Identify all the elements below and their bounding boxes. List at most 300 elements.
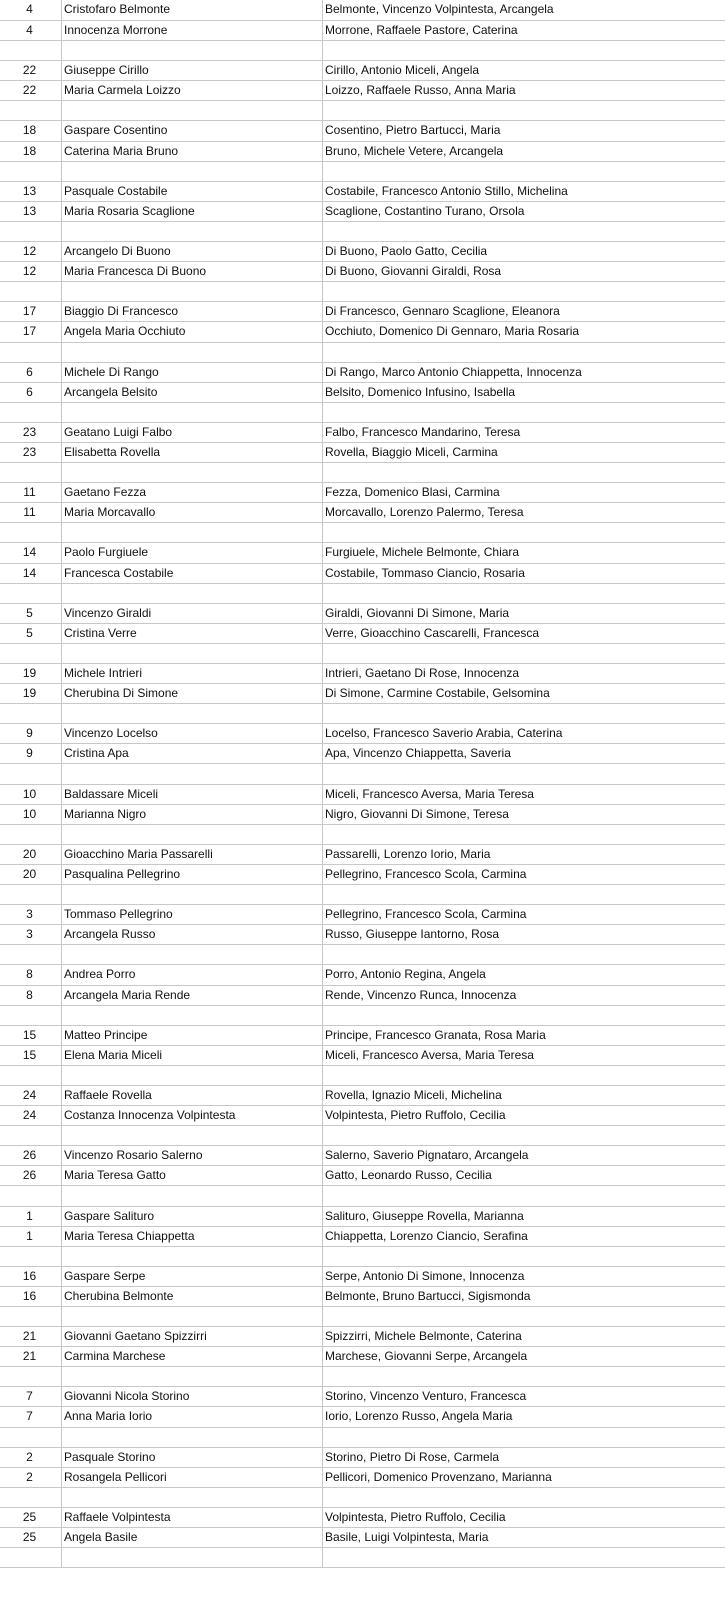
cell-name[interactable] bbox=[62, 101, 323, 120]
cell-name[interactable]: Arcangela Belsito bbox=[62, 383, 323, 402]
cell-parents[interactable]: Cosentino, Pietro Bartucci, Maria bbox=[325, 123, 501, 138]
cell-number[interactable]: 2 bbox=[0, 1468, 62, 1487]
cell-name[interactable] bbox=[62, 704, 323, 723]
cell-number[interactable] bbox=[0, 885, 62, 904]
cell-name[interactable]: Paolo Furgiuele bbox=[62, 543, 323, 562]
cell-name[interactable]: Rosangela Pellicori bbox=[62, 1468, 323, 1487]
cell-name[interactable]: Vincenzo Rosario Salerno bbox=[62, 1146, 323, 1165]
table-row bbox=[0, 865, 725, 885]
cell-parents[interactable]: Miceli, Francesco Aversa, Maria Teresa bbox=[325, 1047, 534, 1062]
cell-number[interactable]: 25 bbox=[0, 1508, 62, 1527]
cell-parents[interactable]: Di Buono, Paolo Gatto, Cecilia bbox=[325, 244, 488, 259]
cell-number[interactable]: 3 bbox=[0, 905, 62, 924]
empty-row bbox=[0, 1428, 725, 1448]
table-row bbox=[0, 21, 725, 41]
cell-name[interactable] bbox=[62, 584, 323, 603]
empty-row bbox=[0, 1006, 725, 1026]
cell-name[interactable] bbox=[62, 162, 323, 181]
table-row bbox=[0, 1106, 725, 1126]
cell-number[interactable]: 20 bbox=[0, 845, 62, 864]
empty-row bbox=[0, 343, 725, 363]
table-row bbox=[0, 724, 725, 744]
cell-parents[interactable] bbox=[323, 1367, 725, 1386]
cell-number[interactable]: 1 bbox=[0, 1207, 62, 1226]
empty-row bbox=[0, 1066, 725, 1086]
cell-number[interactable]: 21 bbox=[0, 1347, 62, 1366]
cell-number[interactable]: 19 bbox=[0, 664, 62, 683]
cell-parents[interactable]: Passarelli, Lorenzo Iorio, Maria bbox=[325, 846, 491, 861]
cell-name[interactable]: Maria Francesca Di Buono bbox=[62, 262, 323, 281]
cell-name[interactable]: Cristina Apa bbox=[62, 744, 323, 763]
cell-name[interactable] bbox=[62, 1307, 323, 1326]
cell-parents[interactable]: Rende, Vincenzo Runca, Innocenza bbox=[325, 987, 517, 1002]
cell-parents[interactable] bbox=[323, 222, 725, 241]
cell-number[interactable]: 17 bbox=[0, 322, 62, 341]
cell-name[interactable]: Maria Morcavallo bbox=[62, 503, 323, 522]
cell-number[interactable] bbox=[0, 1428, 62, 1447]
cell-number[interactable]: 4 bbox=[0, 21, 62, 40]
cell-parents[interactable]: Di Francesco, Gennaro Scaglione, Eleanora bbox=[325, 304, 560, 319]
table-row bbox=[0, 1046, 725, 1066]
cell-name[interactable]: Francesca Costabile bbox=[62, 564, 323, 583]
cell-name[interactable] bbox=[62, 885, 323, 904]
cell-parents[interactable]: Verre, Gioacchino Cascarelli, Francesca bbox=[325, 625, 540, 640]
table-row bbox=[0, 1086, 725, 1106]
table-row bbox=[0, 1528, 725, 1548]
cell-number[interactable]: 18 bbox=[0, 142, 62, 161]
empty-row bbox=[0, 101, 725, 121]
cell-number[interactable]: 6 bbox=[0, 383, 62, 402]
table-row bbox=[0, 986, 725, 1006]
empty-row bbox=[0, 523, 725, 543]
table-row bbox=[0, 1227, 725, 1247]
cell-name[interactable]: Michele Di Rango bbox=[62, 363, 323, 382]
cell-number[interactable]: 13 bbox=[0, 202, 62, 221]
table-row bbox=[0, 483, 725, 503]
cell-parents[interactable]: Costabile, Francesco Antonio Stillo, Michelina bbox=[325, 183, 568, 198]
cell-number[interactable] bbox=[0, 1126, 62, 1145]
cell-name[interactable]: Gaspare Salituro bbox=[62, 1207, 323, 1226]
table-row bbox=[0, 443, 725, 463]
cell-name[interactable]: Pasquale Costabile bbox=[62, 182, 323, 201]
cell-parents[interactable]: Spizzirri, Michele Belmonte, Caterina bbox=[325, 1329, 522, 1344]
cell-name[interactable]: Raffaele Volpintesta bbox=[62, 1508, 323, 1527]
cell-name[interactable]: Angela Maria Occhiuto bbox=[62, 322, 323, 341]
cell-number[interactable] bbox=[0, 1006, 62, 1025]
cell-number[interactable] bbox=[0, 101, 62, 120]
table-row bbox=[0, 363, 725, 383]
cell-number[interactable] bbox=[0, 463, 62, 482]
cell-parents[interactable]: Principe, Francesco Granata, Rosa Maria bbox=[325, 1027, 546, 1042]
cell-name[interactable]: Caterina Maria Bruno bbox=[62, 142, 323, 161]
cell-name[interactable]: Vincenzo Locelso bbox=[62, 724, 323, 743]
cell-number[interactable]: 19 bbox=[0, 684, 62, 703]
empty-row bbox=[0, 584, 725, 604]
cell-parents[interactable]: Salerno, Saverio Pignataro, Arcangela bbox=[325, 1148, 529, 1163]
cell-parents[interactable]: Di Simone, Carmine Costabile, Gelsomina bbox=[325, 686, 550, 701]
cell-parents[interactable]: Loizzo, Raffaele Russo, Anna Maria bbox=[325, 83, 516, 98]
cell-parents[interactable]: Nigro, Giovanni Di Simone, Teresa bbox=[325, 806, 509, 821]
table-row bbox=[0, 684, 725, 704]
cell-parents[interactable]: Intrieri, Gaetano Di Rose, Innocenza bbox=[325, 666, 520, 680]
cell-number[interactable] bbox=[0, 1548, 62, 1567]
cell-name[interactable]: Marianna Nigro bbox=[62, 805, 323, 824]
cell-name[interactable] bbox=[62, 1428, 323, 1447]
empty-row bbox=[0, 1367, 725, 1387]
empty-row bbox=[0, 282, 725, 302]
table-row bbox=[0, 121, 725, 141]
cell-parents[interactable]: Salituro, Giuseppe Rovella, Marianna bbox=[325, 1208, 524, 1223]
cell-parents[interactable]: Apa, Vincenzo Chiappetta, Saveria bbox=[325, 746, 511, 761]
cell-number[interactable] bbox=[0, 162, 62, 181]
cell-parents[interactable]: Morrone, Raffaele Pastore, Caterina bbox=[325, 23, 518, 37]
empty-row bbox=[0, 644, 725, 664]
cell-name[interactable] bbox=[62, 945, 323, 964]
cell-name[interactable] bbox=[62, 1367, 323, 1386]
cell-number[interactable]: 23 bbox=[0, 443, 62, 462]
cell-name[interactable]: Cristina Verre bbox=[62, 624, 323, 643]
cell-name[interactable]: Elena Maria Miceli bbox=[62, 1046, 323, 1065]
cell-parents[interactable]: Morcavallo, Lorenzo Palermo, Teresa bbox=[325, 505, 524, 520]
cell-number[interactable]: 25 bbox=[0, 1528, 62, 1547]
cell-parents[interactable] bbox=[323, 1247, 725, 1266]
cell-parents[interactable] bbox=[323, 1428, 725, 1447]
cell-name[interactable]: Baldassare Miceli bbox=[62, 785, 323, 804]
cell-name[interactable]: Biaggio Di Francesco bbox=[62, 302, 323, 321]
cell-parents[interactable] bbox=[323, 644, 725, 663]
cell-name[interactable]: Gioacchino Maria Passarelli bbox=[62, 845, 323, 864]
cell-number[interactable]: 6 bbox=[0, 363, 62, 382]
cell-name[interactable] bbox=[62, 1548, 323, 1567]
cell-name[interactable]: Maria Carmela Loizzo bbox=[62, 81, 323, 100]
cell-parents[interactable]: Cirillo, Antonio Miceli, Angela bbox=[325, 63, 480, 78]
cell-number[interactable] bbox=[0, 41, 62, 60]
cell-number[interactable] bbox=[0, 1186, 62, 1205]
cell-number[interactable]: 1 bbox=[0, 1227, 62, 1246]
cell-number[interactable]: 3 bbox=[0, 925, 62, 944]
cell-number[interactable]: 9 bbox=[0, 744, 62, 763]
cell-name[interactable] bbox=[62, 1066, 323, 1085]
cell-name[interactable]: Anna Maria Iorio bbox=[62, 1407, 323, 1426]
cell-parents[interactable] bbox=[323, 764, 725, 783]
cell-name[interactable]: Gaspare Cosentino bbox=[62, 121, 323, 140]
cell-parents[interactable] bbox=[323, 584, 725, 603]
table-row bbox=[0, 61, 725, 81]
cell-number[interactable]: 24 bbox=[0, 1086, 62, 1105]
cell-parents[interactable]: Basile, Luigi Volpintesta, Maria bbox=[325, 1530, 489, 1545]
cell-name[interactable]: Angela Basile bbox=[62, 1528, 323, 1547]
cell-number[interactable] bbox=[0, 1247, 62, 1266]
cell-parents[interactable]: Pellicori, Domenico Provenzano, Marianna bbox=[325, 1469, 552, 1484]
cell-number[interactable]: 16 bbox=[0, 1267, 62, 1286]
cell-number[interactable]: 15 bbox=[0, 1026, 62, 1045]
cell-number[interactable]: 16 bbox=[0, 1287, 62, 1306]
cell-parents[interactable]: Pellegrino, Francesco Scola, Carmina bbox=[325, 907, 527, 922]
table-row bbox=[0, 785, 725, 805]
cell-name[interactable] bbox=[62, 463, 323, 482]
cell-parents[interactable]: Storino, Vincenzo Venturo, Francesca bbox=[325, 1389, 527, 1404]
cell-parents[interactable]: Belmonte, Bruno Bartucci, Sigismonda bbox=[325, 1288, 531, 1303]
empty-row bbox=[0, 1548, 725, 1568]
table-row bbox=[0, 604, 725, 624]
cell-parents[interactable] bbox=[323, 885, 725, 904]
table-row bbox=[0, 845, 725, 865]
cell-parents[interactable]: Volpintesta, Pietro Ruffolo, Cecilia bbox=[325, 1108, 506, 1123]
cell-parents[interactable] bbox=[323, 403, 725, 422]
cell-name[interactable]: Giovanni Nicola Storino bbox=[62, 1387, 323, 1406]
cell-number[interactable]: 10 bbox=[0, 785, 62, 804]
cell-name[interactable] bbox=[62, 1247, 323, 1266]
cell-parents[interactable]: Falbo, Francesco Mandarino, Teresa bbox=[325, 424, 521, 439]
cell-parents[interactable] bbox=[323, 162, 725, 181]
cell-parents[interactable]: Occhiuto, Domenico Di Gennaro, Maria Rosaria bbox=[325, 324, 580, 339]
cell-parents[interactable] bbox=[323, 343, 725, 362]
cell-name[interactable]: Pasquale Storino bbox=[62, 1448, 323, 1467]
table-row bbox=[0, 1146, 725, 1166]
cell-number[interactable]: 7 bbox=[0, 1387, 62, 1406]
cell-number[interactable]: 15 bbox=[0, 1046, 62, 1065]
cell-name[interactable]: Elisabetta Rovella bbox=[62, 443, 323, 462]
table-row bbox=[0, 1166, 725, 1186]
cell-name[interactable] bbox=[62, 644, 323, 663]
empty-row bbox=[0, 885, 725, 905]
cell-name[interactable]: Cherubina Belmonte bbox=[62, 1287, 323, 1306]
cell-number[interactable]: 4 bbox=[0, 0, 62, 20]
empty-row bbox=[0, 162, 725, 182]
cell-name[interactable]: Giovanni Gaetano Spizzirri bbox=[62, 1327, 323, 1346]
cell-parents[interactable] bbox=[323, 1488, 725, 1507]
table-row bbox=[0, 503, 725, 523]
table-row bbox=[0, 182, 725, 202]
cell-name[interactable]: Carmina Marchese bbox=[62, 1347, 323, 1366]
cell-name[interactable] bbox=[62, 343, 323, 362]
table-row bbox=[0, 1267, 725, 1287]
table-row bbox=[0, 322, 725, 342]
empty-row bbox=[0, 463, 725, 483]
cell-number[interactable] bbox=[0, 704, 62, 723]
cell-parents[interactable]: Giraldi, Giovanni Di Simone, Maria bbox=[325, 605, 510, 620]
cell-parents[interactable] bbox=[323, 945, 725, 964]
cell-name[interactable] bbox=[62, 41, 323, 60]
cell-name[interactable] bbox=[62, 1186, 323, 1205]
cell-parents[interactable]: Furgiuele, Michele Belmonte, Chiara bbox=[325, 545, 520, 560]
cell-number[interactable]: 8 bbox=[0, 965, 62, 984]
cell-number[interactable] bbox=[0, 1307, 62, 1326]
cell-number[interactable]: 24 bbox=[0, 1106, 62, 1125]
empty-row bbox=[0, 1186, 725, 1206]
cell-number[interactable]: 22 bbox=[0, 61, 62, 80]
cell-parents[interactable]: Fezza, Domenico Blasi, Carmina bbox=[325, 485, 500, 500]
cell-number[interactable]: 9 bbox=[0, 724, 62, 743]
cell-number[interactable]: 13 bbox=[0, 182, 62, 201]
cell-name[interactable]: Pasqualina Pellegrino bbox=[62, 865, 323, 884]
cell-number[interactable] bbox=[0, 1367, 62, 1386]
cell-parents[interactable]: Rovella, Ignazio Miceli, Michelina bbox=[325, 1087, 502, 1102]
cell-number[interactable]: 23 bbox=[0, 423, 62, 442]
cell-number[interactable] bbox=[0, 584, 62, 603]
cell-parents[interactable] bbox=[323, 1066, 725, 1085]
table-row bbox=[0, 564, 725, 584]
empty-row bbox=[0, 403, 725, 423]
cell-parents[interactable]: Locelso, Francesco Saverio Arabia, Caterina bbox=[325, 726, 563, 741]
cell-name[interactable]: Innocenza Morrone bbox=[62, 21, 323, 40]
cell-name[interactable]: Arcangela Maria Rende bbox=[62, 986, 323, 1005]
cell-name[interactable]: Arcangelo Di Buono bbox=[62, 242, 323, 261]
empty-row bbox=[0, 945, 725, 965]
cell-name[interactable] bbox=[62, 523, 323, 542]
cell-number[interactable] bbox=[0, 523, 62, 542]
cell-name[interactable] bbox=[62, 1126, 323, 1145]
cell-number[interactable]: 14 bbox=[0, 543, 62, 562]
cell-number[interactable] bbox=[0, 1488, 62, 1507]
cell-number[interactable]: 5 bbox=[0, 624, 62, 643]
table-row bbox=[0, 383, 725, 403]
table-row bbox=[0, 664, 725, 684]
cell-parents[interactable]: Belmonte, Vincenzo Volpintesta, Arcangela bbox=[325, 2, 554, 16]
cell-name[interactable]: Maria Rosaria Scaglione bbox=[62, 202, 323, 221]
table-row bbox=[0, 925, 725, 945]
table-row bbox=[0, 1508, 725, 1528]
cell-name[interactable]: Gaspare Serpe bbox=[62, 1267, 323, 1286]
cell-parents[interactable] bbox=[323, 1186, 725, 1205]
cell-parents[interactable]: Rovella, Biaggio Miceli, Carmina bbox=[325, 444, 498, 459]
cell-number[interactable]: 20 bbox=[0, 865, 62, 884]
table-row bbox=[0, 1026, 725, 1046]
cell-name[interactable]: Raffaele Rovella bbox=[62, 1086, 323, 1105]
empty-row bbox=[0, 825, 725, 845]
empty-row bbox=[0, 1488, 725, 1508]
cell-parents[interactable] bbox=[323, 825, 725, 844]
cell-name[interactable] bbox=[62, 1488, 323, 1507]
table-row bbox=[0, 1448, 725, 1468]
cell-parents[interactable]: Scaglione, Costantino Turano, Orsola bbox=[325, 203, 525, 218]
cell-parents[interactable] bbox=[323, 704, 725, 723]
empty-row bbox=[0, 704, 725, 724]
cell-parents[interactable]: Volpintesta, Pietro Ruffolo, Cecilia bbox=[325, 1509, 506, 1524]
cell-parents[interactable]: Costabile, Tommaso Ciancio, Rosaria bbox=[325, 565, 525, 580]
cell-number[interactable]: 10 bbox=[0, 805, 62, 824]
cell-parents[interactable] bbox=[323, 41, 725, 60]
cell-name[interactable]: Arcangela Russo bbox=[62, 925, 323, 944]
cell-number[interactable] bbox=[0, 825, 62, 844]
cell-number[interactable]: 14 bbox=[0, 564, 62, 583]
cell-name[interactable]: Matteo Principe bbox=[62, 1026, 323, 1045]
cell-number[interactable]: 11 bbox=[0, 503, 62, 522]
cell-parents[interactable]: Storino, Pietro Di Rose, Carmela bbox=[325, 1449, 500, 1464]
cell-name[interactable]: Vincenzo Giraldi bbox=[62, 604, 323, 623]
cell-number[interactable] bbox=[0, 343, 62, 362]
cell-parents[interactable] bbox=[323, 1126, 725, 1145]
cell-parents[interactable]: Iorio, Lorenzo Russo, Angela Maria bbox=[325, 1409, 513, 1424]
cell-name[interactable]: Maria Teresa Chiappetta bbox=[62, 1227, 323, 1246]
cell-number[interactable] bbox=[0, 403, 62, 422]
table-row bbox=[0, 202, 725, 222]
cell-name[interactable]: Andrea Porro bbox=[62, 965, 323, 984]
table-row bbox=[0, 1207, 725, 1227]
cell-parents[interactable] bbox=[323, 523, 725, 542]
cell-parents[interactable]: Di Buono, Giovanni Giraldi, Rosa bbox=[325, 264, 502, 279]
empty-row bbox=[0, 1247, 725, 1267]
cell-name[interactable] bbox=[62, 403, 323, 422]
cell-number[interactable] bbox=[0, 1066, 62, 1085]
cell-parents[interactable]: Marchese, Giovanni Serpe, Arcangela bbox=[325, 1349, 528, 1364]
cell-number[interactable] bbox=[0, 222, 62, 241]
cell-number[interactable]: 22 bbox=[0, 81, 62, 100]
cell-parents[interactable] bbox=[323, 1307, 725, 1326]
cell-parents[interactable]: Serpe, Antonio Di Simone, Innocenza bbox=[325, 1268, 525, 1283]
cell-name[interactable]: Giuseppe Cirillo bbox=[62, 61, 323, 80]
cell-parents[interactable] bbox=[323, 1006, 725, 1025]
table-row bbox=[0, 142, 725, 162]
empty-row bbox=[0, 1126, 725, 1146]
cell-name[interactable] bbox=[62, 825, 323, 844]
cell-parents[interactable]: Pellegrino, Francesco Scola, Carmina bbox=[325, 866, 527, 881]
cell-name[interactable]: Gaetano Fezza bbox=[62, 483, 323, 502]
table-row bbox=[0, 81, 725, 101]
empty-row bbox=[0, 1307, 725, 1327]
cell-parents[interactable] bbox=[323, 463, 725, 482]
cell-number[interactable] bbox=[0, 644, 62, 663]
table-row bbox=[0, 965, 725, 985]
cell-name[interactable]: Cherubina Di Simone bbox=[62, 684, 323, 703]
cell-parents[interactable] bbox=[323, 282, 725, 301]
cell-number[interactable]: 26 bbox=[0, 1146, 62, 1165]
table-row bbox=[0, 624, 725, 644]
cell-number[interactable] bbox=[0, 945, 62, 964]
cell-number[interactable]: 17 bbox=[0, 302, 62, 321]
cell-parents[interactable] bbox=[323, 1548, 725, 1567]
cell-name[interactable]: Cristofaro Belmonte bbox=[62, 0, 323, 20]
table-row bbox=[0, 905, 725, 925]
cell-parents[interactable]: Di Rango, Marco Antonio Chiappetta, Innocenza bbox=[325, 364, 582, 379]
cell-name[interactable] bbox=[62, 222, 323, 241]
cell-parents[interactable]: Gatto, Leonardo Russo, Cecilia bbox=[325, 1168, 492, 1183]
cell-number[interactable]: 11 bbox=[0, 483, 62, 502]
cell-number[interactable]: 21 bbox=[0, 1327, 62, 1346]
cell-number[interactable]: 5 bbox=[0, 604, 62, 623]
cell-name[interactable]: Geatano Luigi Falbo bbox=[62, 423, 323, 442]
cell-name[interactable]: Maria Teresa Gatto bbox=[62, 1166, 323, 1185]
cell-number[interactable] bbox=[0, 764, 62, 783]
cell-parents[interactable]: Chiappetta, Lorenzo Ciancio, Serafina bbox=[325, 1228, 528, 1243]
cell-name[interactable] bbox=[62, 1006, 323, 1025]
cell-number[interactable]: 7 bbox=[0, 1407, 62, 1426]
cell-number[interactable]: 2 bbox=[0, 1448, 62, 1467]
cell-number[interactable] bbox=[0, 282, 62, 301]
table-row bbox=[0, 1468, 725, 1488]
cell-name[interactable]: Costanza Innocenza Volpintesta bbox=[62, 1106, 323, 1125]
cell-number[interactable]: 8 bbox=[0, 986, 62, 1005]
table-row bbox=[0, 744, 725, 764]
cell-parents[interactable]: Porro, Antonio Regina, Angela bbox=[325, 967, 486, 982]
empty-row bbox=[0, 222, 725, 242]
cell-number[interactable]: 26 bbox=[0, 1166, 62, 1185]
cell-name[interactable]: Michele Intrieri bbox=[62, 664, 323, 683]
cell-name[interactable] bbox=[62, 282, 323, 301]
cell-number[interactable]: 12 bbox=[0, 262, 62, 281]
cell-parents[interactable]: Miceli, Francesco Aversa, Maria Teresa bbox=[325, 786, 534, 801]
table-row bbox=[0, 1387, 725, 1407]
cell-name[interactable] bbox=[62, 764, 323, 783]
cell-number[interactable]: 18 bbox=[0, 121, 62, 140]
cell-number[interactable]: 12 bbox=[0, 242, 62, 261]
cell-parents[interactable]: Belsito, Domenico Infusino, Isabella bbox=[325, 384, 516, 399]
cell-parents[interactable] bbox=[323, 101, 725, 120]
cell-parents[interactable]: Bruno, Michele Vetere, Arcangela bbox=[325, 143, 504, 158]
cell-parents[interactable]: Russo, Giuseppe Iantorno, Rosa bbox=[325, 927, 500, 942]
cell-name[interactable]: Tommaso Pellegrino bbox=[62, 905, 323, 924]
table-row bbox=[0, 1347, 725, 1367]
